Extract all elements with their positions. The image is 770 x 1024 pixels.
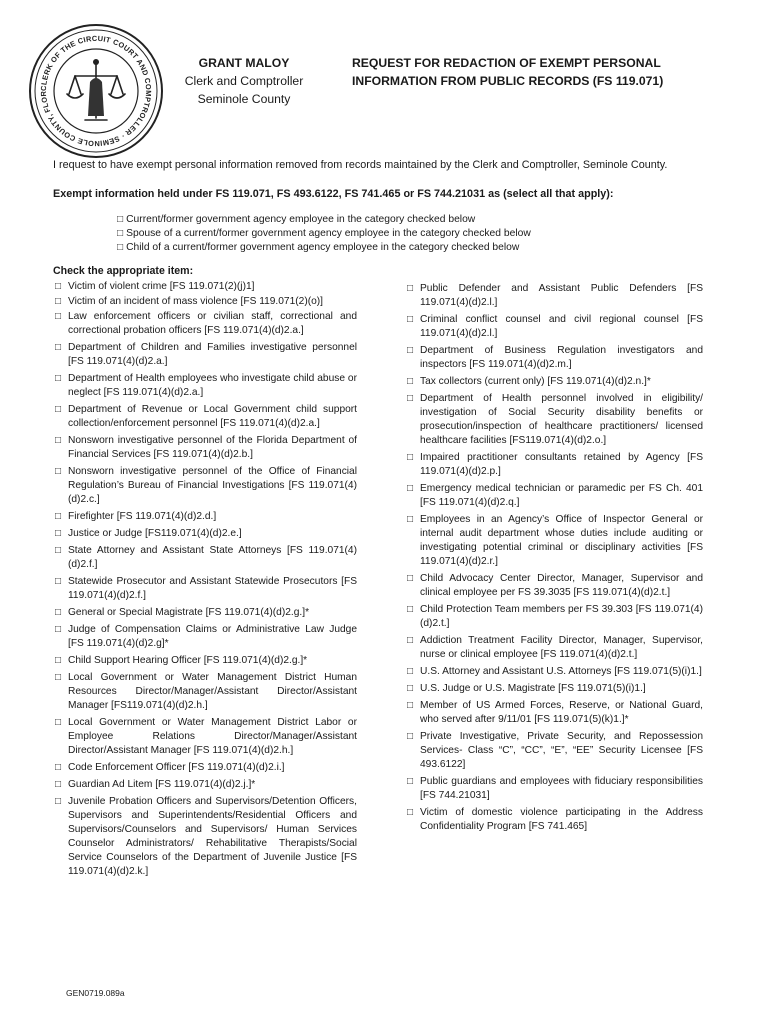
- checkbox[interactable]: □: [55, 281, 62, 292]
- category-item[interactable]: [55, 280, 357, 294]
- category-label: Department of Health employees who investigate child abuse or neglect [FS 119.071(4)(d)2.a.]: [68, 373, 357, 398]
- checkbox[interactable]: □: [407, 314, 414, 325]
- checkbox[interactable]: □: [55, 342, 62, 353]
- category-item[interactable]: [55, 372, 357, 400]
- category-item[interactable]: [407, 806, 703, 834]
- category-item[interactable]: [55, 465, 357, 507]
- clerk-title: Clerk and Comptroller: [184, 74, 304, 88]
- category-label: Code Enforcement Officer [FS 119.071(4)(d)2.i.]: [68, 762, 285, 773]
- document-title: [352, 54, 663, 90]
- category-label: Private Investigative, Private Security, and Repossession Services- Class “C”, “CC”, “E”, “EE” Security Licensee [FS 493.6122]: [420, 731, 703, 770]
- relationship-option[interactable]: [117, 213, 531, 227]
- form-code: GEN0719.089a: [66, 988, 125, 998]
- relationship-options: [117, 213, 531, 255]
- clerk-office-block: [170, 54, 318, 108]
- category-label: Nonsworn investigative personnel of the Office of Financial Regulation’s Bureau of Financial Investigations [FS 119.071(4)(d)2.c.]: [68, 466, 357, 505]
- category-item[interactable]: [407, 392, 703, 448]
- category-item[interactable]: [55, 341, 357, 369]
- category-item[interactable]: [407, 482, 703, 510]
- category-item[interactable]: [407, 699, 703, 727]
- checkbox[interactable]: □: [407, 683, 414, 694]
- category-label: Victim of an incident of mass violence [FS 119.071(2)(o)]: [68, 296, 323, 307]
- category-item[interactable]: [55, 510, 357, 524]
- category-list-left: [55, 280, 357, 882]
- checkbox[interactable]: □: [407, 393, 414, 404]
- category-label: Emergency medical technician or paramedic per FS Ch. 401 [FS 119.071(4)(d)2.q.]: [420, 483, 703, 508]
- category-item[interactable]: [55, 671, 357, 713]
- category-label: General or Special Magistrate [FS 119.071(4)(d)2.g.]*: [68, 607, 310, 618]
- svg-text:CLERK OF THE CIRCUIT COURT AND: CLERK OF THE CIRCUIT COURT AND COMPTROLLER · SEMINOLE COUNTY, FLOR: [38, 33, 154, 149]
- category-item[interactable]: [55, 403, 357, 431]
- category-label: State Attorney and Assistant State Attorneys [FS 119.071(4)(d)2.f.]: [68, 545, 357, 570]
- checkbox[interactable]: □: [407, 483, 414, 494]
- checkbox[interactable]: □: [55, 296, 62, 307]
- checkbox[interactable]: □: [407, 376, 414, 387]
- category-list-right: [407, 282, 703, 837]
- checkbox[interactable]: □: [55, 528, 62, 539]
- category-label: Department of Health personnel involved in eligibility/ investigation of Social Security disability benefits or prosecution/inspection of healthcare practitioners/ licensed healthcare facilities [FS119.071(4)(d)2.o.]: [420, 393, 703, 446]
- document-title-line-2: INFORMATION FROM PUBLIC RECORDS (FS 119.071): [352, 74, 664, 88]
- checkbox[interactable]: □: [407, 731, 414, 742]
- category-item[interactable]: [55, 606, 357, 620]
- relationship-option[interactable]: [117, 241, 531, 255]
- category-label: Firefighter [FS 119.071(4)(d)2.d.]: [68, 511, 217, 522]
- category-label: Guardian Ad Litem [FS 119.071(4)(d)2.j.]*: [68, 779, 256, 790]
- relationship-label: Current/former government agency employee in the category checked below: [126, 214, 476, 225]
- checkbox[interactable]: □: [55, 373, 62, 384]
- checkbox[interactable]: □: [407, 635, 414, 646]
- checkbox[interactable]: □: [55, 655, 62, 666]
- clerk-name: GRANT MALOY: [198, 56, 290, 70]
- checkbox[interactable]: □: [55, 762, 62, 773]
- category-item[interactable]: [55, 575, 357, 603]
- category-item[interactable]: [407, 282, 703, 310]
- checkbox[interactable]: □: [407, 452, 414, 463]
- category-item[interactable]: [55, 310, 357, 338]
- checkbox[interactable]: □: [55, 672, 62, 683]
- category-item[interactable]: [407, 451, 703, 479]
- county-seal: [27, 22, 165, 160]
- checkbox[interactable]: □: [407, 666, 414, 677]
- category-item[interactable]: [407, 572, 703, 600]
- category-item[interactable]: [55, 544, 357, 572]
- checkbox[interactable]: □: [55, 511, 62, 522]
- category-item[interactable]: [407, 313, 703, 341]
- checkbox[interactable]: □: [407, 700, 414, 711]
- category-label: Tax collectors (current only) [FS 119.071(4)(d)2.n.]*: [420, 376, 651, 387]
- county-name: Seminole County: [197, 92, 291, 106]
- category-item[interactable]: [55, 795, 357, 879]
- checkbox[interactable]: □: [407, 345, 414, 356]
- checkbox[interactable]: □: [407, 807, 414, 818]
- category-label: Victim of violent crime [FS 119.071(2)(j)1]: [68, 281, 255, 292]
- relationship-label: Child of a current/former government agency employee in the category checked below: [126, 242, 520, 253]
- category-label: Child Support Hearing Officer [FS 119.071(4)(d)2.g.]*: [68, 655, 308, 666]
- category-label: Child Protection Team members per FS 39.303 [FS 119.071(4)(d)2.t.]: [420, 604, 703, 629]
- category-label: Justice or Judge [FS119.071(4)(d)2.e.]: [68, 528, 242, 539]
- relationship-label: Spouse of a current/former government agency employee in the category checked below: [126, 228, 531, 239]
- category-label: Public Defender and Assistant Public Defenders [FS 119.071(4)(d)2.l.]: [420, 283, 703, 308]
- checkbox[interactable]: □: [117, 214, 124, 225]
- category-item[interactable]: [407, 344, 703, 372]
- category-label: Nonsworn investigative personnel of the Florida Department of Financial Services [FS 119.071(4)(d)2.b.]: [68, 435, 357, 460]
- category-item[interactable]: [407, 603, 703, 631]
- category-label: Member of US Armed Forces, Reserve, or National Guard, who served after 9/11/01 [FS 119.071(5)(k)1.]*: [420, 700, 703, 725]
- checkbox[interactable]: □: [117, 228, 124, 239]
- checkbox[interactable]: □: [55, 576, 62, 587]
- category-label: Victim of domestic violence participating in the Address Confidentiality Program [FS 741.465]: [420, 807, 703, 832]
- category-item[interactable]: [407, 634, 703, 662]
- category-label: Child Advocacy Center Director, Manager, Supervisor and clinical employee per FS 39.3035 [FS 119.071(4)(d)2.t.]: [420, 573, 703, 598]
- category-label: U.S. Attorney and Assistant U.S. Attorneys [FS 119.071(5)(i)1.]: [420, 666, 702, 677]
- category-label: Impaired practitioner consultants retained by Agency [FS 119.071(4)(d)2.p.]: [420, 452, 703, 477]
- category-item[interactable]: [55, 527, 357, 541]
- checkbox[interactable]: □: [55, 796, 62, 807]
- relationship-option[interactable]: [117, 227, 531, 241]
- checkbox[interactable]: □: [407, 604, 414, 615]
- category-label: U.S. Judge or U.S. Magistrate [FS 119.071(5)(i)1.]: [420, 683, 646, 694]
- category-label: Law enforcement officers or civilian staff, correctional and correctional probation officers [FS 119.071(4)(d)2.a.]: [68, 311, 357, 336]
- category-label: Department of Revenue or Local Government child support collection/enforcement personnel [FS 119.071(4)(d)2.a.]: [68, 404, 357, 429]
- category-item[interactable]: [407, 730, 703, 772]
- category-item[interactable]: [407, 375, 703, 389]
- category-item[interactable]: [407, 682, 703, 696]
- check-item-heading: Check the appropriate item:: [53, 265, 194, 277]
- checkbox[interactable]: □: [55, 404, 62, 415]
- category-item[interactable]: [55, 778, 357, 792]
- category-label: Statewide Prosecutor and Assistant Statewide Prosecutors [FS 119.071(4)(d)2.f.]: [68, 576, 357, 601]
- checkbox[interactable]: □: [407, 573, 414, 584]
- category-label: Juvenile Probation Officers and Supervisors/Detention Officers, Supervisors and Superintendents/Residential Officers and Supervisors/Counselors and Supervisors/ Human Services Counselor Administrators/ Rehabilitative Therapists/Social Service Counselors of the Department of Juvenile Justice [FS 119.071(4)(d)2.k.]: [68, 796, 357, 877]
- category-label: Local Government or Water Management District Human Resources Director/Manager/Assistant Director/Assistant Manager [FS119.071(4)(d)2.h.]: [68, 672, 357, 711]
- category-label: Local Government or Water Management District Labor or Employee Relations Director/Manager/Assistant Director/Assistant Manager [FS 119.071(4)(d)2.h.]: [68, 717, 357, 756]
- category-item[interactable]: [55, 654, 357, 668]
- checkbox[interactable]: □: [55, 545, 62, 556]
- category-item[interactable]: [55, 761, 357, 775]
- checkbox[interactable]: □: [55, 466, 62, 477]
- checkbox[interactable]: □: [55, 717, 62, 728]
- category-label: Department of Business Regulation investigators and inspectors [FS 119.071(4)(d)2.m.]: [420, 345, 703, 370]
- category-label: Judge of Compensation Claims or Administrative Law Judge [FS 119.071(4)(d)2.g]*: [68, 624, 357, 649]
- exempt-info-heading: Exempt information held under FS 119.071, FS 493.6122, FS 741.465 or FS 744.21031 as (select all that apply):: [53, 188, 614, 200]
- category-label: Public guardians and employees with fiduciary responsibilities [FS 744.21031]: [420, 776, 703, 801]
- category-item[interactable]: [55, 716, 357, 758]
- category-item[interactable]: [407, 513, 703, 569]
- category-label: Employees in an Agency’s Office of Inspector General or internal audit department whose duties include auditing or investigating potential criminal or disciplinary activities [FS 119.071(4)(d)2.r.]: [420, 514, 703, 567]
- category-item[interactable]: [55, 623, 357, 651]
- checkbox[interactable]: □: [55, 607, 62, 618]
- category-item[interactable]: [407, 775, 703, 803]
- checkbox[interactable]: □: [55, 779, 62, 790]
- category-label: Department of Children and Families investigative personnel [FS 119.071(4)(d)2.a.]: [68, 342, 357, 367]
- checkbox[interactable]: □: [407, 283, 414, 294]
- checkbox[interactable]: □: [407, 776, 414, 787]
- category-label: Addiction Treatment Facility Director, Manager, Supervisor, nurse or clinical employee [FS 119.071(4)(d)2.t.]: [420, 635, 703, 660]
- checkbox[interactable]: □: [117, 242, 124, 253]
- checkbox[interactable]: □: [55, 624, 62, 635]
- checkbox[interactable]: □: [407, 514, 414, 525]
- category-label: Criminal conflict counsel and civil regional counsel [FS 119.071(4)(d)2.l.]: [420, 314, 703, 339]
- checkbox[interactable]: □: [55, 435, 62, 446]
- document-title-line-1: REQUEST FOR REDACTION OF EXEMPT PERSONAL: [352, 56, 661, 70]
- category-item[interactable]: [55, 295, 357, 309]
- checkbox[interactable]: □: [55, 311, 62, 322]
- category-item[interactable]: [407, 665, 703, 679]
- request-statement: I request to have exempt personal information removed from records maintained by the Clerk and Comptroller, Seminole County.: [53, 159, 668, 171]
- category-item[interactable]: [55, 434, 357, 462]
